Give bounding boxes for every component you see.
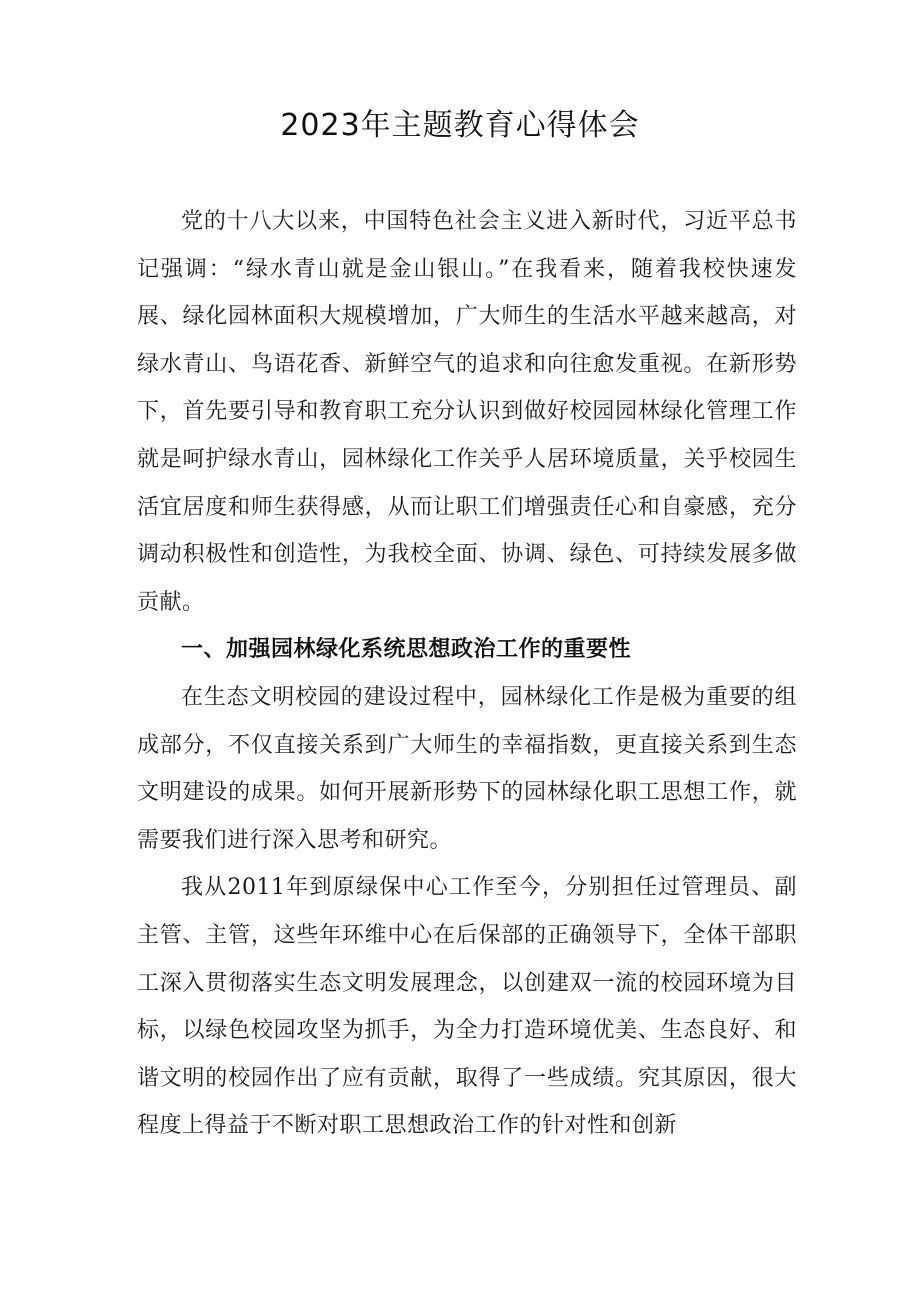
paragraph-experience: 我从2011年到原绿保中心工作至今，分别担任过管理员、副主管、主管，这些年环维中心在后保部的正确领导下，全体干部职工深入贯彻落实生态文明发展理念，以创建双一流的校园环境为目标，以绿色校园攻坚为抓手，为全力打造环境优美、生态良好、和谐文明的校园作出了应有贡献，取得了一些成绩。究其原因，很大程度上得益于不断对职工思想政治工作的针对性和创新	[137, 875, 797, 1139]
section-heading-1: 一、加强园林绿化系统思想政治工作的重要性	[181, 637, 632, 663]
document-title: 2023年主题教育心得体会	[280, 108, 640, 143]
document-body	[137, 198, 797, 1150]
paragraph-intro: 党的十八大以来，中国特色社会主义进入新时代，习近平总书记强调：“绿水青山就是金山银山。”在我看来，随着我校快速发展、绿化园林面积大规模增加，广大师生的生活水平越来越高，对绿水青山、鸟语花香、新鲜空气的追求和向往愈发重视。在新形势下，首先要引导和教育职工充分认识到做好校园园林绿化管理工作就是呵护绿水青山，园林绿化工作关乎人居环境质量，关乎校园生活宜居度和师生获得感，从而让职工们增强责任心和自豪感，充分调动积极性和创造性，为我校全面、协调、绿色、可持续发展多做贡献。	[137, 209, 797, 615]
paragraph-importance: 在生态文明校园的建设过程中，园林绿化工作是极为重要的组成部分，不仅直接关系到广大师生的幸福指数，更直接关系到生态文明建设的成果。如何开展新形势下的园林绿化职工思想工作，就需要我们进行深入思考和研究。	[137, 684, 797, 853]
